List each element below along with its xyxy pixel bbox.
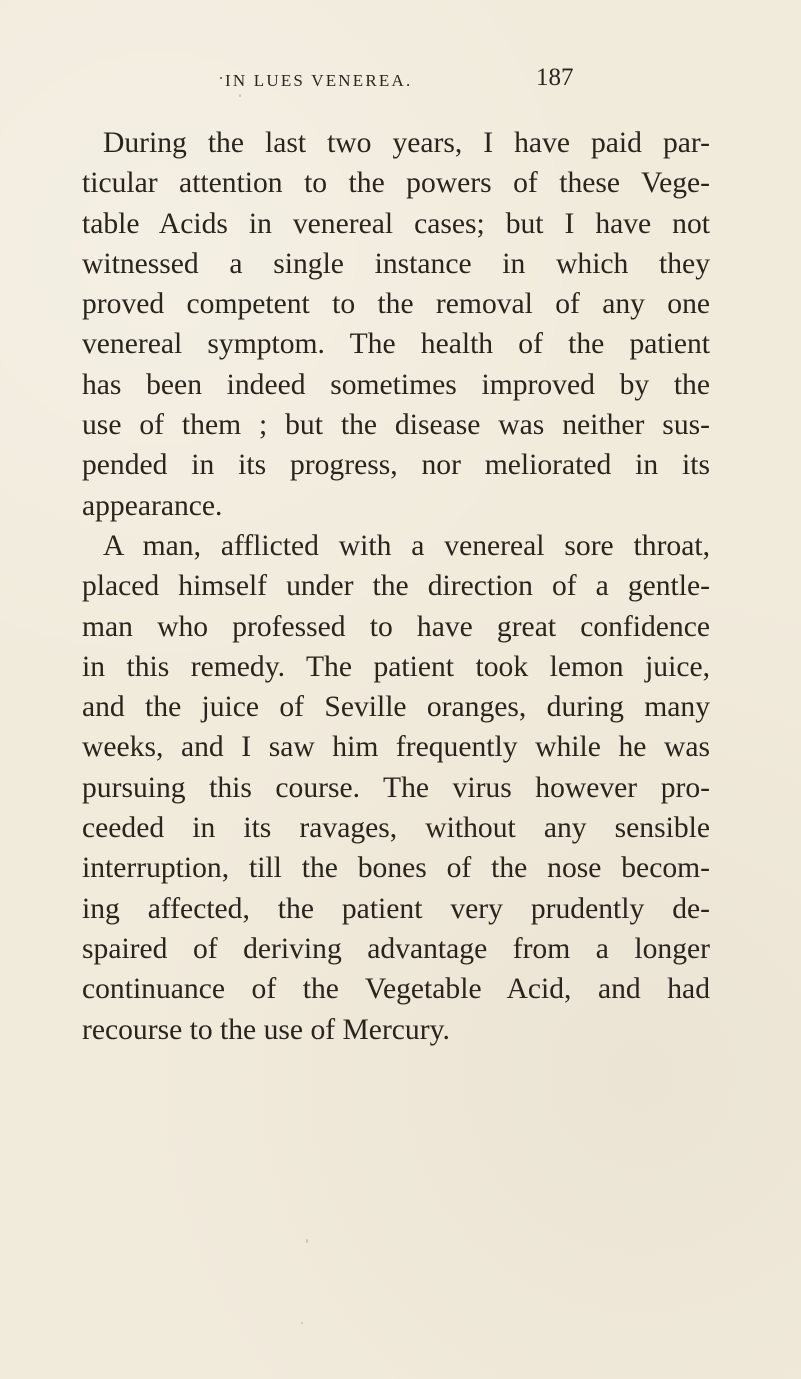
paper-speck — [239, 94, 241, 97]
paragraph-2 — [82, 526, 710, 1050]
text-line: appearance. — [82, 489, 223, 522]
text-line: proved competent to the removal of any one — [82, 288, 710, 321]
text-line: ing affected, the patient very prudently de- — [82, 892, 710, 925]
text-line: and the juice of Seville oranges, during many — [82, 691, 710, 724]
text-line: weeks, and I saw him frequently while he was — [82, 731, 710, 764]
text-line: recourse to the use of Mercury. — [82, 1013, 450, 1046]
text-line: ticular attention to the powers of these Vege- — [82, 167, 710, 200]
running-head — [225, 64, 625, 94]
header-mark — [220, 77, 222, 79]
text-line: table Acids in venereal cases; but I have not — [82, 207, 710, 240]
paper-speck — [301, 1322, 303, 1324]
text-line: During the last two years, I have paid par- — [103, 127, 710, 159]
text-line: has been indeed sometimes improved by the — [82, 368, 710, 401]
paper-speck — [306, 1239, 308, 1243]
text-line: pursuing this course. The virus however pro- — [82, 771, 710, 804]
text-line: interruption, till the bones of the nose becom- — [82, 852, 710, 885]
text-line: in this remedy. The patient took lemon juice, — [82, 650, 710, 683]
text-line: man who professed to have great confidence — [82, 610, 710, 643]
text-line: use of them ; but the disease was neither sus- — [82, 409, 710, 442]
body-text — [82, 123, 710, 1050]
text-line: venereal symptom. The health of the patient — [82, 328, 710, 361]
text-line: A man, afflicted with a venereal sore throat, — [103, 529, 710, 562]
text-line: spaired of deriving advantage from a longer — [82, 932, 710, 965]
running-title: IN LUES VENEREA. — [225, 71, 413, 90]
text-line: continuance of the Vegetable Acid, and had — [82, 973, 710, 1006]
page-number: 187 — [536, 64, 574, 91]
text-line: placed himself under the direction of a gentle- — [82, 570, 710, 603]
text-line: witnessed a single instance in which they — [82, 247, 710, 280]
paragraph-1 — [82, 123, 710, 526]
paper-speck — [640, 592, 642, 594]
text-line: ceeded in its ravages, without any sensible — [82, 812, 710, 845]
text-line: pended in its progress, nor meliorated in its — [82, 449, 710, 482]
